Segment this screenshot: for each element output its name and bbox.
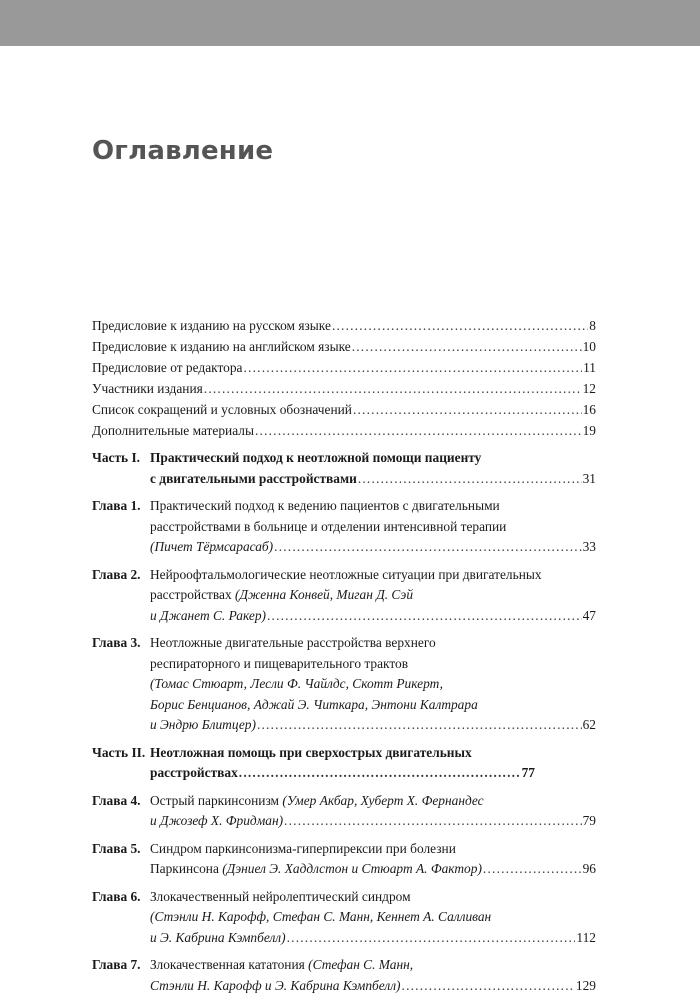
page-number: 77 bbox=[521, 765, 535, 780]
part-title-line: с двигательными расстройствами bbox=[150, 470, 357, 486]
chapter-authors: и Джозеф Х. Фридман) bbox=[150, 813, 284, 828]
leader-dots bbox=[255, 420, 582, 441]
chapter-label: Глава 1. bbox=[92, 498, 141, 513]
chapter-7-entry[interactable] bbox=[92, 955, 596, 996]
chapter-title-line: Синдром паркинсонизма-гиперпирексии при болезни bbox=[150, 840, 456, 856]
chapter-authors: (Пичет Тёрмсарасаб) bbox=[150, 539, 274, 554]
chapter-authors: (Дэниел Э. Хаддлстон и Стюарт А. Фактор) bbox=[222, 861, 482, 876]
leader-dots bbox=[284, 811, 582, 832]
part-1-entry[interactable] bbox=[92, 448, 596, 489]
chapter-title-line: Паркинсона bbox=[150, 861, 223, 876]
chapter-4-entry[interactable] bbox=[92, 791, 596, 832]
chapter-1-entry[interactable] bbox=[92, 496, 596, 558]
leader-dots bbox=[204, 378, 582, 399]
leader-dots bbox=[402, 976, 575, 997]
leader-dots bbox=[257, 715, 582, 736]
part-title-line: Неотложная помощь при сверхострых двигательных bbox=[150, 744, 472, 760]
toc-entry[interactable] bbox=[92, 336, 596, 357]
page-number: 19 bbox=[582, 423, 596, 438]
chapter-authors: и Э. Кабрина Кэмпбелл) bbox=[150, 929, 286, 945]
leader-dots bbox=[239, 763, 521, 784]
leader-dots bbox=[332, 315, 588, 336]
chapter-title-line: Неотложные двигательные расстройства верхнего bbox=[150, 635, 436, 650]
chapter-label: Глава 3. bbox=[92, 635, 141, 650]
chapter-label: Глава 2. bbox=[92, 566, 141, 582]
leader-dots bbox=[267, 606, 582, 627]
chapter-title-line: Нейроофтальмологические неотложные ситуации при двигательных bbox=[150, 566, 542, 582]
page-number: 11 bbox=[583, 360, 596, 375]
leader-dots bbox=[353, 399, 582, 420]
chapter-title-line: Злокачественный нейролептический синдром bbox=[150, 888, 411, 904]
chapter-authors: и Эндрю Блитцер) bbox=[150, 717, 256, 732]
entry-title: Участники издания bbox=[92, 381, 203, 396]
chapter-title-line: респираторного и пищеварительного трактов bbox=[150, 655, 409, 671]
page-number: 10 bbox=[582, 339, 596, 354]
chapter-authors: (Дженна Конвей, Миган Д. Сэй bbox=[235, 587, 414, 602]
leader-dots bbox=[274, 537, 581, 558]
page-number: 8 bbox=[589, 318, 596, 333]
entry-title: Предисловие от редактора bbox=[92, 360, 243, 375]
chapter-authors: (Умер Акбар, Хуберт Х. Фернандес bbox=[282, 792, 484, 808]
chapter-3-entry[interactable] bbox=[92, 633, 596, 736]
page-number: 79 bbox=[582, 813, 596, 828]
table-of-contents bbox=[92, 315, 596, 996]
chapter-5-entry[interactable] bbox=[92, 839, 596, 880]
part-title-line: Практический подход к неотложной помощи пациенту bbox=[150, 450, 482, 465]
front-matter-list bbox=[92, 315, 596, 441]
toc-entry[interactable] bbox=[92, 357, 596, 378]
toc-entry[interactable] bbox=[92, 378, 596, 399]
entry-title: Предисловие к изданию на русском языке bbox=[92, 318, 331, 333]
leader-dots bbox=[287, 928, 576, 949]
chapter-authors: Стэнли Н. Карофф и Э. Кабрина Кэмпбелл) bbox=[150, 977, 401, 993]
leader-dots bbox=[352, 336, 582, 357]
header-bar bbox=[0, 0, 700, 46]
chapter-authors: (Томас Стюарт, Лесли Ф. Чайлдс, Скотт Рикерт, bbox=[150, 676, 443, 691]
page-number: 112 bbox=[576, 929, 596, 945]
chapter-title-line: расстройствами в больнице и отделении интенсивной терапии bbox=[150, 518, 507, 534]
page-title: Оглавление bbox=[92, 136, 274, 166]
page-number: 12 bbox=[582, 381, 596, 396]
page-number: 31 bbox=[582, 470, 596, 486]
chapter-authors: (Стэнли Н. Карофф, Стефан С. Манн, Кеннет А. Салливан bbox=[150, 909, 492, 924]
chapter-2-entry[interactable] bbox=[92, 565, 596, 627]
chapter-label: Глава 6. bbox=[92, 888, 141, 904]
chapter-label: Глава 5. bbox=[92, 840, 141, 856]
page-number: 96 bbox=[582, 861, 596, 876]
chapter-authors: Борис Бенцианов, Аджай Э. Читкара, Энтони Калтрара bbox=[150, 696, 478, 712]
toc-entry[interactable] bbox=[92, 315, 596, 336]
leader-dots bbox=[358, 469, 582, 490]
chapter-title-line: Злокачественная кататония bbox=[150, 957, 309, 972]
entry-title: Предисловие к изданию на английском языке bbox=[92, 339, 351, 354]
toc-entry[interactable] bbox=[92, 420, 596, 441]
part-label: Часть II. bbox=[92, 744, 146, 760]
part-label: Часть I. bbox=[92, 450, 141, 465]
leader-dots bbox=[244, 357, 583, 378]
chapter-authors: (Стефан С. Манн, bbox=[308, 957, 414, 972]
chapter-label: Глава 7. bbox=[92, 957, 141, 972]
chapter-authors: и Джанет С. Ракер) bbox=[150, 607, 266, 623]
chapter-title-line: Практический подход к ведению пациентов с двигательными bbox=[150, 498, 500, 513]
page-number: 16 bbox=[582, 402, 596, 417]
page-number: 33 bbox=[582, 539, 596, 554]
part-title-line: расстройствах bbox=[150, 765, 238, 780]
chapter-label: Глава 4. bbox=[92, 792, 141, 808]
leader-dots bbox=[483, 859, 582, 880]
entry-title: Дополнительные материалы bbox=[92, 423, 254, 438]
page-number: 47 bbox=[582, 607, 596, 623]
page-number: 129 bbox=[575, 977, 596, 993]
chapter-title-line: Острый паркинсонизм bbox=[150, 792, 283, 808]
chapter-title-line: расстройствах bbox=[150, 587, 236, 602]
entry-title: Список сокращений и условных обозначений bbox=[92, 402, 352, 417]
chapter-6-entry[interactable] bbox=[92, 887, 596, 949]
page-number: 62 bbox=[582, 717, 596, 732]
part-2-entry[interactable] bbox=[92, 743, 596, 784]
toc-entry[interactable] bbox=[92, 399, 596, 420]
